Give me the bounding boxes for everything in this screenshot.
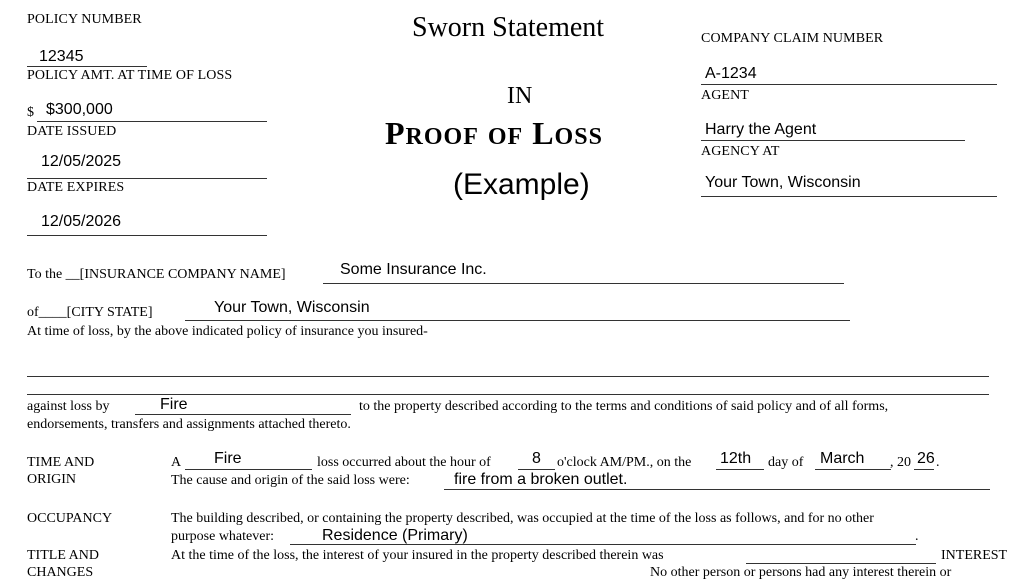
policy-number-label: POLICY NUMBER xyxy=(27,12,142,27)
city-state-line xyxy=(185,320,850,321)
hour-value[interactable]: 8 xyxy=(532,450,541,467)
statement-title: Sworn Statement xyxy=(412,12,605,43)
title-changes-label: TITLE AND xyxy=(27,548,99,563)
no-other-text: No other person or persons had any interest therein or xyxy=(650,565,952,580)
claim-number-value[interactable]: A-1234 xyxy=(705,65,757,82)
title-changes-label-2: CHANGES xyxy=(27,565,94,580)
interest-label: INTEREST xyxy=(941,548,1008,563)
date-issued-line xyxy=(27,178,267,179)
policy-amount-value[interactable]: $300,000 xyxy=(46,101,113,118)
to-company-label: To the __[INSURANCE COMPANY NAME] xyxy=(27,267,286,282)
title-in: IN xyxy=(507,83,533,109)
date-expires-line xyxy=(27,235,267,236)
occupancy-label: OCCUPANCY xyxy=(27,511,113,526)
against-loss-line xyxy=(135,414,351,415)
example-label: (Example) xyxy=(453,168,590,201)
date-issued-label: DATE ISSUED xyxy=(27,124,117,139)
day-line xyxy=(716,469,764,470)
proof-roof: ROOF xyxy=(405,124,479,150)
against-loss-label: against loss by xyxy=(27,399,110,414)
policy-amount-line xyxy=(37,121,267,122)
policy-number-line xyxy=(27,66,147,67)
day-of-text: day of xyxy=(768,455,804,470)
agent-value[interactable]: Harry the Agent xyxy=(705,121,817,138)
time-origin-label: TIME AND xyxy=(27,455,95,470)
date-expires-label: DATE EXPIRES xyxy=(27,180,125,195)
proof-l: L xyxy=(532,115,555,151)
insured-text: At time of loss, by the above indicated policy of insurance you insured- xyxy=(27,324,428,339)
purpose-value[interactable]: Residence (Primary) xyxy=(322,527,468,544)
against-loss-value[interactable]: Fire xyxy=(160,396,188,413)
interest-line xyxy=(746,563,936,564)
claim-number-line xyxy=(701,84,997,85)
loss-type-value[interactable]: Fire xyxy=(214,450,242,467)
agency-value[interactable]: Your Town, Wisconsin xyxy=(705,174,861,191)
year-value[interactable]: 26 xyxy=(917,450,935,467)
year-prefix: , 20 xyxy=(890,455,911,470)
city-state-label: of____[CITY STATE] xyxy=(27,305,153,320)
date-expires-value[interactable]: 12/05/2026 xyxy=(41,213,122,230)
proof-oss: OSS xyxy=(554,124,603,150)
date-issued-value[interactable]: 12/05/2025 xyxy=(41,153,122,170)
policy-number-value[interactable]: 12345 xyxy=(39,48,84,65)
insured-line-2 xyxy=(27,394,989,395)
agent-line xyxy=(701,140,965,141)
month-line xyxy=(815,469,891,470)
agency-line xyxy=(701,196,997,197)
proof-of: OF xyxy=(487,124,524,150)
day-value[interactable]: 12th xyxy=(720,450,752,467)
purpose-period: . xyxy=(915,529,919,544)
year-line xyxy=(914,469,934,470)
hour-line xyxy=(518,469,555,470)
oclock-text: o'clock AM/PM., on the xyxy=(557,455,692,470)
policy-amount-label: POLICY AMT. AT TIME OF LOSS xyxy=(27,68,233,83)
proof-of-loss-title xyxy=(385,115,603,152)
company-name-line xyxy=(323,283,844,284)
occupancy-text: The building described, or containing the property described, was occupied at the time of the loss as follows, and for no other xyxy=(171,511,874,526)
purpose-line xyxy=(290,544,916,545)
city-state-value[interactable]: Your Town, Wisconsin xyxy=(214,299,370,316)
time-origin-label-2: ORIGIN xyxy=(27,472,76,487)
loss-occurred-text: loss occurred about the hour of xyxy=(317,455,491,470)
insured-line-1 xyxy=(27,376,989,377)
against-rest-text: to the property described according to the terms and conditions of said policy and of all forms, xyxy=(359,399,889,414)
proof-p: P xyxy=(385,115,406,151)
purpose-text: purpose whatever: xyxy=(171,529,275,544)
loss-type-line xyxy=(185,469,312,470)
claim-number-label: COMPANY CLAIM NUMBER xyxy=(701,31,884,46)
cause-value[interactable]: fire from a broken outlet. xyxy=(454,471,628,488)
cause-text: The cause and origin of the said loss were: xyxy=(171,473,410,488)
title-text: At the time of the loss, the interest of your insured in the property described therein was xyxy=(171,548,664,563)
company-name-value[interactable]: Some Insurance Inc. xyxy=(340,261,487,278)
agency-label: AGENCY AT xyxy=(701,144,780,159)
currency-symbol: $ xyxy=(27,105,35,120)
a-label: A xyxy=(171,455,182,470)
endorsements-text: endorsements, transfers and assignments attached thereto. xyxy=(27,417,351,432)
cause-line xyxy=(444,489,990,490)
agent-label: AGENT xyxy=(701,88,749,103)
month-value[interactable]: March xyxy=(820,450,865,467)
year-period: . xyxy=(936,455,940,470)
